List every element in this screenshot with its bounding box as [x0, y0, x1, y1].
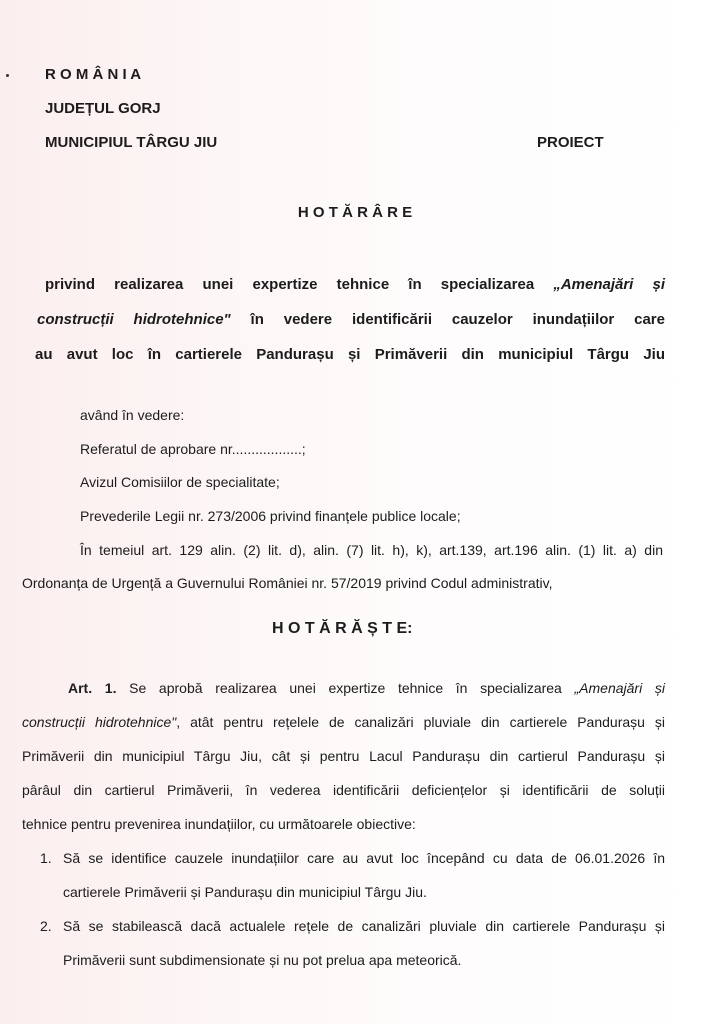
list-number: 2.	[40, 918, 52, 934]
header-county: JUDEȚUL GORJ	[45, 100, 161, 117]
list-number: 1.	[40, 850, 52, 866]
subject-line-2	[37, 311, 665, 329]
project-label: PROIECT	[537, 134, 604, 151]
header-country: R O M Â N I A	[45, 66, 142, 83]
preamble-item: Prevederile Legii nr. 273/2006 privind finanțele publice locale;	[80, 508, 461, 524]
preamble-item: Avizul Comisiilor de specialitate;	[80, 474, 280, 490]
list-item-line: Să se identifice cauzele inundațiilor care au avut loc începând cu data de 06.01.2026 în	[63, 850, 665, 866]
article-label: Art. 1.	[68, 680, 117, 696]
subject-line-1	[45, 276, 665, 294]
decision-heading: H O T Ă R Ă Ș T E:	[272, 620, 413, 637]
art1-line: tehnice pentru prevenirea inundațiilor, cu următoarele obiective:	[22, 816, 416, 832]
preamble-item: Referatul de aprobare nr..................;	[80, 441, 306, 457]
art1-text: Se aprobă realizarea unei expertize tehnice în specializarea	[116, 680, 575, 696]
list-item-line: Primăverii sunt subdimensionate și nu pot prelua apa meteorică.	[63, 952, 462, 968]
list-item-line: cartierele Primăverii și Pandurașu din municipiul Târgu Jiu.	[63, 884, 427, 900]
subject-text: privind realizarea unei expertize tehnice în specializarea	[45, 276, 554, 293]
document-title: H O T Ă R Â R E	[297, 204, 413, 221]
art1-italic: construcții hidrotehnice"	[22, 714, 177, 730]
subject-italic: „Amenajări și	[553, 276, 665, 293]
header-municipality: MUNICIPIUL TÂRGU JIU	[45, 134, 218, 151]
art1-italic: „Amenajări și	[574, 680, 665, 696]
subject-text: în vedere identificării cauzelor inundațiilor care	[230, 311, 665, 328]
preamble-item: În temeiul art. 129 alin. (2) lit. d), alin. (7) lit. h), k), art.139, art.196 alin. (1) lit. a) din	[80, 542, 663, 558]
subject-line-3: au avut loc în cartierele Pandurașu și Primăverii din municipiul Târgu Jiu	[35, 346, 665, 363]
art1-line	[68, 679, 665, 697]
art1-line: Primăverii din municipiul Târgu Jiu, cât și pentru Lacul Pandurașu din cartierul Pandurașu și	[22, 748, 665, 764]
art1-line: pârâul din cartierul Primăverii, în vederea identificării deficiențelor și identificării de soluții	[22, 782, 665, 798]
preamble-intro: având în vedere:	[80, 407, 185, 423]
list-item-line: Să se stabilească dacă actualele rețele de canalizări pluviale din cartierele Pandurașu și	[63, 918, 665, 934]
preamble-item: Ordonanța de Urgență a Guvernului României nr. 57/2019 privind Codul administrativ,	[22, 575, 553, 591]
scan-speck	[6, 74, 9, 77]
subject-italic: construcții hidrotehnice"	[37, 311, 231, 328]
art1-line	[22, 713, 665, 731]
art1-text: , atât pentru rețelele de canalizări pluviale din cartierele Pandurașu și	[176, 714, 665, 730]
